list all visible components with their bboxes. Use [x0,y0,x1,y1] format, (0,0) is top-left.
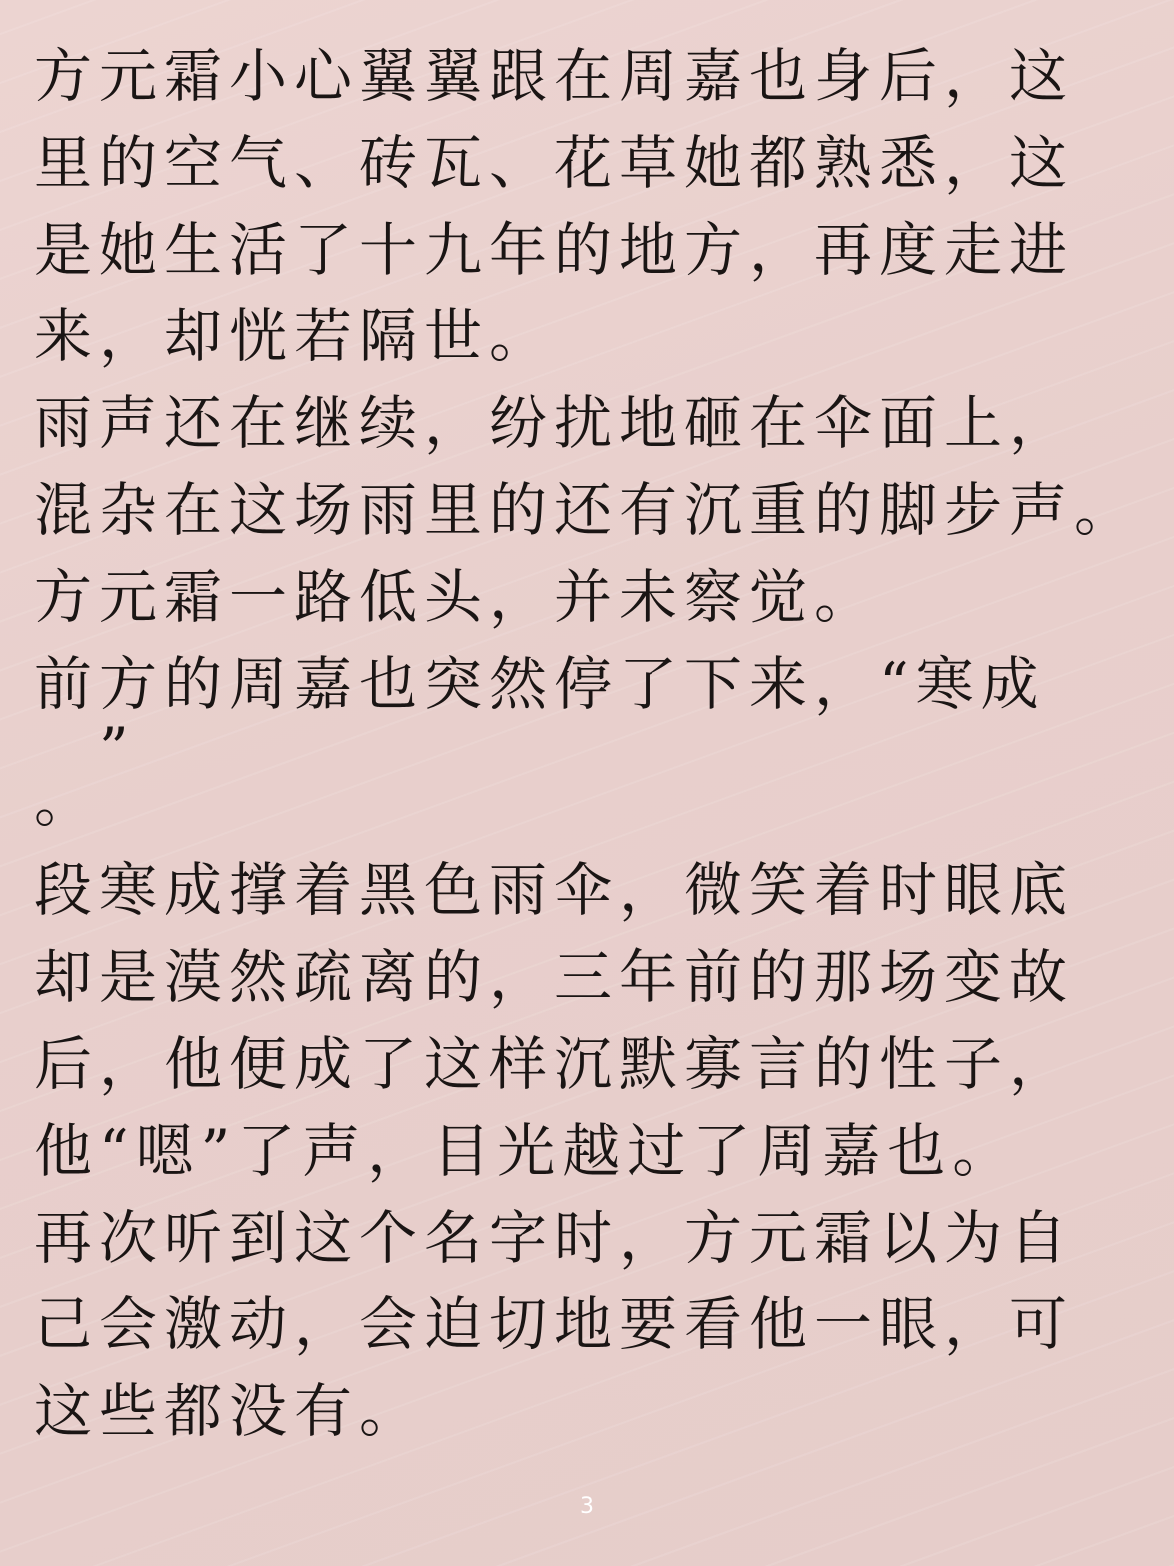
text-line: 方元霜一路低头，并未察觉。 [34,562,880,631]
text-line: 却是漠然疏离的，三年前的那场变故 [34,943,1075,1012]
text-line: 己会激动，会迫切地要看他一眼，可 [34,1290,1075,1359]
page-number: 3 [580,1494,594,1519]
text-line: 后，他便成了这样沉默寡言的性子， [34,1029,1075,1098]
text-line: 他“嗯”了声，目光越过了周嘉也。 [34,1116,1018,1185]
story-text [34,33,1144,1455]
text-line: 前方的周嘉也突然停了下来，“寒成 [34,649,1046,718]
text-line: 段寒成撑着黑色雨伞，微笑着时眼底 [34,856,1075,925]
text-line: 方元霜小心翼翼跟在周嘉也身后，这 [34,42,1075,110]
text-line: ” [34,715,136,784]
text-line: 混杂在这场雨里的还有沉重的脚步声。 [34,475,1140,544]
text-line: 来，却恍若隔世。 [34,302,555,371]
text-line: 是她生活了十九年的地方，再度走进 [34,215,1075,284]
text-line: 这些都没有。 [34,1377,425,1446]
text-line: 里的空气、砖瓦、花草她都熟悉，这 [34,128,1075,197]
text-line: 雨声还在继续，纷扰地砸在伞面上， [34,389,1075,458]
text-line: 。 [34,767,100,836]
text-line: 再次听到这个名字时，方元霜以为自 [34,1203,1075,1272]
